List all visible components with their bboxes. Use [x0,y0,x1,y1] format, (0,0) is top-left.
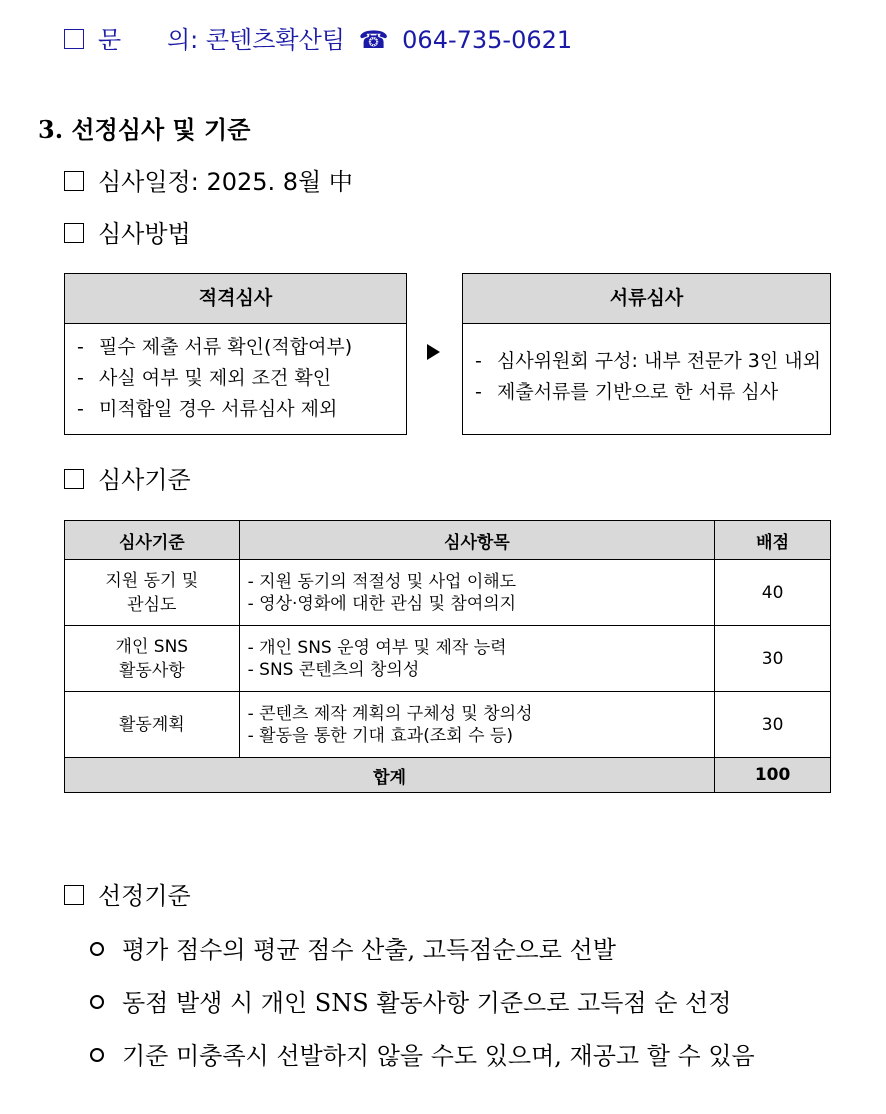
list-item: - 사실 여부 및 제외 조건 확인 [77,367,332,389]
list-item: - 필수 제출 서류 확인(적합여부) [77,336,353,358]
criteria-heading-line [64,460,191,495]
total-row [65,758,831,793]
method-heading-line [64,214,191,249]
checkbox-icon [64,469,84,489]
column-header: 배점 [715,521,831,560]
table-row [65,560,831,626]
list-item: - 심사위원회 구성: 내부 전문가 3인 내외 [475,350,821,372]
list-item: - 미적합일 경우 서류심사 제외 [77,398,338,420]
contact-label: 문 의: 콘텐츠확산팀 [98,26,345,54]
criteria-item: - 개인 SNS 운영 여부 및 제작 능력 [247,637,507,658]
selection-bullet: 기준 미충족시 선발하지 않을 수도 있으며, 재공고 할 수 있음 [90,1036,755,1071]
criteria-score: 40 [715,560,831,626]
criteria-item: - 지원 동기의 적절성 및 사업 이해도 [247,571,517,592]
total-label: 합계 [65,758,715,793]
column-header: 심사기준 [65,521,240,560]
criteria-category: 지원 동기 및 관심도 [65,560,240,626]
selection-heading: 선정기준 [98,882,191,910]
criteria-item: - 활동을 통한 기대 효과(조회 수 등) [247,725,513,746]
criteria-score: 30 [715,692,831,758]
selection-bullet: 동점 발생 시 개인 SNS 활동사항 기준으로 고득점 순 선정 [90,983,731,1018]
schedule-text: 심사일정: 2025. 8월 中 [98,168,353,196]
circle-bullet-icon [90,995,104,1009]
right-arrow-icon [427,344,440,360]
criteria-items [239,692,715,758]
circle-bullet-icon [90,942,104,956]
flow-box-title: 적격심사 [65,274,406,324]
criteria-category: 활동계획 [65,692,240,758]
criteria-score: 30 [715,626,831,692]
table-row [65,626,831,692]
list-item: - 제출서류를 기반으로 한 서류 심사 [475,381,779,403]
criteria-heading: 심사기준 [98,466,191,494]
criteria-item: - SNS 콘텐츠의 창의성 [247,659,420,680]
schedule-line [64,162,353,197]
flow-box-title: 서류심사 [463,274,830,324]
flow-box-list [463,324,830,408]
flow-box-list [65,324,406,425]
criteria-item: - 콘텐츠 제작 계획의 구체성 및 창의성 [247,703,533,724]
criteria-items [239,560,715,626]
contact-phone: 064-735-0621 [402,26,573,54]
section-title: 3. 선정심사 및 기준 [38,115,251,144]
flow-box-document-review [462,273,831,435]
criteria-table [64,520,831,793]
criteria-category: 개인 SNS 활동사항 [65,626,240,692]
checkbox-icon [64,223,84,243]
contact-line [64,20,572,55]
phone-icon: ☎ [358,26,389,54]
checkbox-icon [64,171,84,191]
checkbox-icon [64,885,84,905]
selection-bullet: 평가 점수의 평균 점수 산출, 고득점순으로 선발 [90,930,616,965]
total-score: 100 [715,758,831,793]
checkbox-icon [64,29,84,49]
criteria-items [239,626,715,692]
table-header-row [65,521,831,560]
selection-heading-line [64,876,191,911]
column-header: 심사항목 [239,521,715,560]
circle-bullet-icon [90,1048,104,1062]
criteria-item: - 영상·영화에 대한 관심 및 참여의지 [247,593,517,614]
method-heading: 심사방법 [98,220,191,248]
table-row [65,692,831,758]
flow-box-eligibility [64,273,407,435]
